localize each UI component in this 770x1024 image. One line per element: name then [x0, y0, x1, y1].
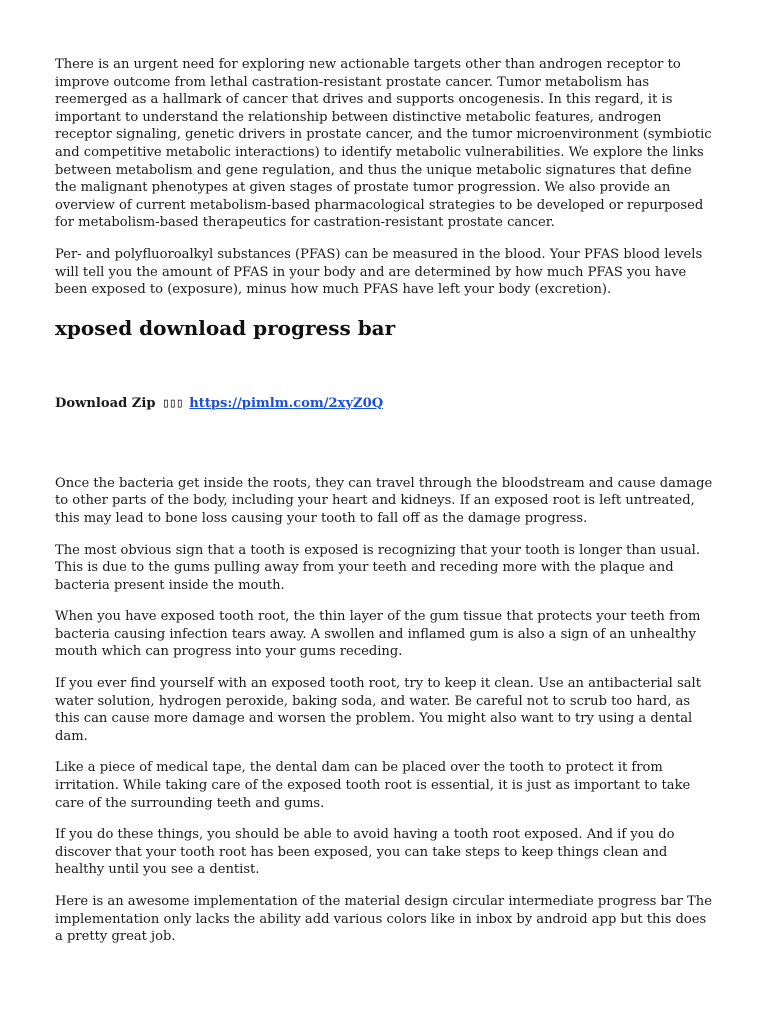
body-paragraph: Here is an awesome implementation of the material design circular intermediate progress bar The implementation only lacks the ability add various colors like in inbox by android app but this does a pretty great job.: [55, 894, 712, 945]
download-label: Download Zip: [55, 395, 156, 411]
body-paragraph: If you do these things, you should be able to avoid having a tooth root exposed. And if you do discover that your tooth root has been exposed, you can take steps to keep things clean and healthy until you see a dentist.: [55, 827, 675, 878]
intro-paragraph-2: Per- and polyfluoroalkyl substances (PFAS) can be measured in the blood. Your PFAS blood levels will tell you the amount of PFAS in your body and are determined by how much PFAS you have been exposed to (exposure), minus how much PFAS have left your body (excretion).: [55, 246, 703, 298]
body-paragraph: The most obvious sign that a tooth is exposed is recognizing that your tooth is longer than usual. This is due to the gums pulling away from your teeth and receding more with the plaque and bacteria present inside the mouth.: [55, 542, 700, 593]
download-line: [55, 395, 716, 413]
body-paragraph: Once the bacteria get inside the roots, they can travel through the bloodstream and cause damage to other parts of the body, including your heart and kidneys. If an exposed root is left untreated, this may lead to bone loss causing your tooth to fall off as the damage progress.: [55, 475, 713, 526]
intro-paragraph-1: There is an urgent need for exploring new actionable targets other than androgen receptor to improve outcome from lethal castration-resistant prostate cancer. Tumor metabolism has reemerged as a hallmark of cancer that drives and supports oncogenesis. In this regard, it is important to understand the relationship between distinctive metabolic features, androgen receptor signaling, genetic drivers in prostate cancer, and the tumor microenvironment (symbiotic and competitive metabolic interactions) to identify metabolic vulnerabilities. We explore the links between metabolism and gene regulation, and thus the unique metabolic signatures that define the malignant phenotypes at given stages of prostate tumor progression. We also provide an overview of current metabolism-based pharmacological strategies to be developed or repurposed for metabolism-based therapeutics for castration-resistant prostate cancer.: [55, 57, 712, 231]
arrow-glyphs-icon: ▯▯▯: [162, 395, 183, 411]
article-body: [55, 475, 716, 946]
page-heading: xposed download progress bar: [55, 315, 396, 340]
body-paragraph: When you have exposed tooth root, the thin layer of the gum tissue that protects your teeth from bacteria causing infection tears away. A swollen and inflamed gum is also a sign of an unhealthy mouth which can progress into your gums receding.: [55, 609, 701, 660]
download-link[interactable]: https://pimlm.com/2xyZ0Q: [189, 395, 384, 411]
body-paragraph: If you ever find yourself with an exposed tooth root, try to keep it clean. Use an antibacterial salt water solution, hydrogen peroxide, baking soda, and water. Be careful not to scrub too hard, as this can cause more damage and worsen the problem. You might also want to try using a dental dam.: [55, 676, 701, 744]
body-paragraph: Like a piece of medical tape, the dental dam can be placed over the tooth to protect it from irritation. While taking care of the exposed tooth root is essential, it is just as important to take care of the surrounding teeth and gums.: [55, 760, 691, 811]
